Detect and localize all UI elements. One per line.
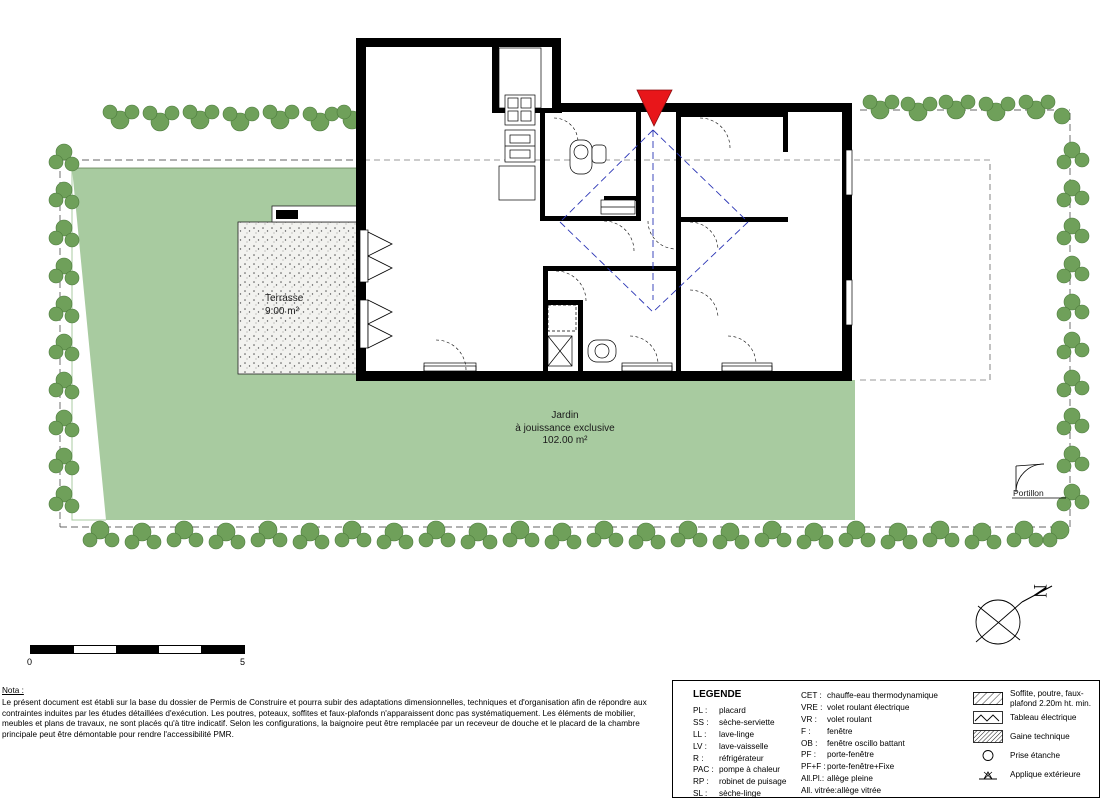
legend-key: SL : [693, 789, 708, 799]
legend-value: sèche-linge [719, 789, 761, 799]
legend-key: LV : [693, 741, 707, 751]
scale-bar [27, 645, 246, 671]
scale-seg [31, 646, 74, 653]
compass-rose [960, 580, 1070, 660]
legend-item [801, 785, 981, 797]
legend-key: R : [693, 753, 704, 763]
legend-item [801, 726, 981, 738]
legend-key: PF+F : [801, 762, 826, 772]
legend-symbol-label: Gaine technique [1010, 731, 1070, 741]
circle-outline-icon [973, 749, 1003, 762]
hatch-diagonal-dense-icon [973, 730, 1003, 743]
legend-key: F : [801, 726, 811, 736]
legend-symbol-label: Tableau électrique [1010, 712, 1077, 722]
legend-item [801, 738, 981, 750]
legend-value: volet roulant [827, 714, 872, 724]
legend-key: VR : [801, 714, 817, 724]
legend-key: VRE : [801, 702, 823, 712]
legend-item [801, 702, 981, 714]
legend-item [801, 773, 981, 785]
hatch-diagonal-light-icon [973, 692, 1003, 705]
legend-key: SS : [693, 717, 709, 727]
legend-key: PL : [693, 706, 708, 715]
scale-seg [117, 646, 160, 653]
fixtures [499, 48, 635, 366]
legend-symbol-label: Prise étanche [1010, 750, 1061, 760]
legend-item [801, 761, 981, 773]
scale-seg [74, 646, 117, 653]
legend-value: lave-linge [719, 729, 755, 739]
legend-value: chauffe-eau thermodynamique [827, 691, 938, 700]
legend-value: pompe à chaleur [719, 765, 780, 775]
zigzag-line-icon [973, 711, 1003, 724]
scale-seg [202, 646, 244, 653]
legend-value: placard [719, 706, 746, 715]
legend-symbol-row [973, 708, 1101, 727]
terrace-area: 9.00 m² [265, 305, 299, 317]
nota-block [2, 686, 662, 741]
legend-symbol-label: Soffite, poutre, faux-plafond 2.20m ht. min. [1010, 689, 1092, 708]
legend-value: fenêtre [827, 726, 853, 736]
legend-key: PF : [801, 750, 817, 760]
wall-lamp-icon [973, 768, 1003, 781]
legend-symbol-row [973, 746, 1101, 765]
nota-text: Le présent document est établi sur la base du dossier de Permis de Construire et pourra subir des adaptations dimensionnelles, techniques et d'organisation afin de répondre aux contraintes induites par les études détaillées d'exécution. Les poutres, poteaux, soffites et faux-plafonds n'apparaissent donc pas systématiquement. Les éléments de mobilier, meubles et plans de travaux, ne sont placés qu'à titre indicatif. Selon les configurations, la baignoire peut être remplacée par un receveur de douche et le placard de la chambre principale peut être démontable pour rendre l'accessibilité PMR. [2, 697, 647, 740]
legend-key: LL : [693, 729, 707, 739]
legend-key: All.Pl.: [801, 774, 825, 784]
legend-value: porte-fenêtre [827, 750, 874, 760]
terrace-label [265, 293, 303, 318]
legend-symbol-row [973, 727, 1101, 746]
legend-key: CET : [801, 691, 822, 700]
legend-item [801, 749, 981, 761]
garden-area: 102.00 m² [542, 435, 588, 446]
legend-item [801, 714, 981, 726]
scale-max-label: 5 [240, 657, 246, 667]
portillon-label: Portillon [1013, 488, 1044, 498]
garden-label [445, 410, 685, 448]
legend-symbol-row [973, 689, 1101, 708]
legend-symbol-row [973, 765, 1101, 784]
scale-seg [159, 646, 202, 653]
scale-min-label: 0 [27, 657, 33, 667]
legend-symbol-list [973, 689, 1101, 784]
legend-key: OB : [801, 738, 818, 748]
compass-north-letter: N [1028, 584, 1050, 598]
nota-title: Nota : [2, 686, 24, 695]
folding-doors [368, 232, 392, 348]
legend-title: LEGENDE [693, 689, 742, 700]
legend-key: PAC : [693, 765, 714, 775]
garden-subtitle: à jouissance exclusive [515, 422, 615, 434]
terrace-slab [238, 206, 363, 374]
legend-box [672, 680, 1100, 798]
legend-value: allège pleine [827, 774, 873, 784]
legend-value: porte-fenêtre+Fixe [827, 762, 895, 772]
legend-key: RP : [693, 777, 709, 787]
legend-value: réfrigérateur [719, 753, 764, 763]
legend-value: sèche-serviette [719, 717, 775, 727]
legend-value: fenêtre oscillo battant [827, 738, 905, 748]
scale-bar-graphic [30, 645, 245, 654]
legend-value: robinet de puisage [719, 777, 787, 787]
legend-item [801, 690, 981, 702]
legend-value: volet roulant électrique [827, 702, 910, 712]
legend-key: All. vitrée: [801, 786, 837, 796]
terrace-name: Terrasse [265, 293, 304, 304]
legend-column-abbreviations-2 [801, 690, 981, 797]
legend-symbol-label: Applique extérieure [1010, 769, 1081, 779]
legend-value: lave-vaisselle [719, 741, 769, 751]
legend-value: allège vitrée [836, 786, 882, 796]
garden-name: Jardin [551, 410, 579, 421]
